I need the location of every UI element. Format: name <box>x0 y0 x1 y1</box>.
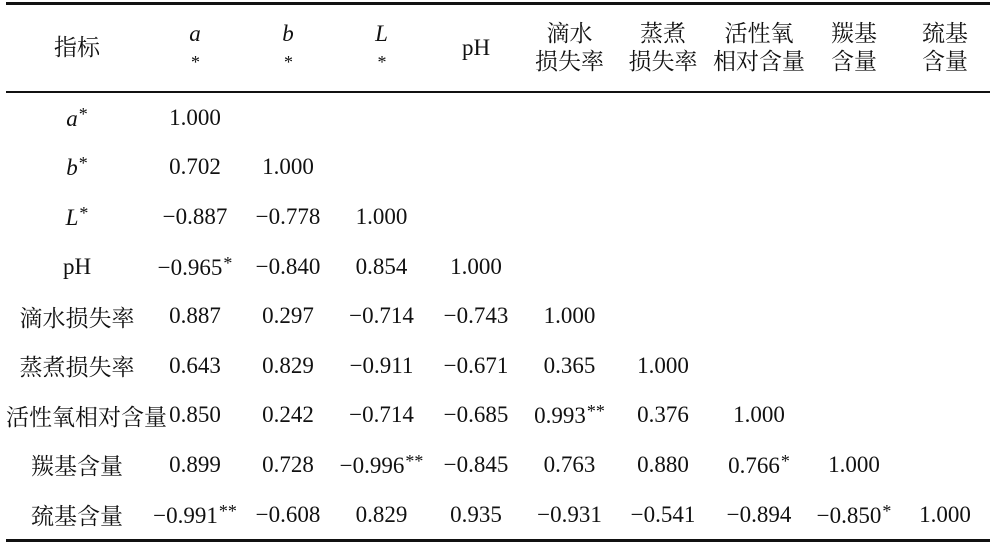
correlation-cell: −0.894 <box>726 501 792 527</box>
correlation-cell: 1.000 <box>919 501 971 527</box>
correlation-cell <box>710 192 808 242</box>
correlation-cell: −0.840 <box>255 253 321 279</box>
table-body <box>6 92 990 541</box>
correlation-cell <box>429 192 523 242</box>
correlation-cell <box>616 242 710 292</box>
correlation-cell <box>616 92 710 143</box>
row-label <box>6 192 148 242</box>
correlation-cell <box>808 391 900 441</box>
significance-marker: * <box>284 52 293 72</box>
correlation-cell: −0.685 <box>443 402 509 428</box>
correlation-cell: 1.000 <box>733 402 785 428</box>
cell-value-text: 0.766 <box>728 452 780 478</box>
correlation-cell <box>334 440 429 490</box>
correlation-cell: 0.887 <box>169 303 221 329</box>
column-header-line: 指标 <box>54 35 100 60</box>
correlation-cell: 1.000 <box>262 154 314 180</box>
table-row <box>6 92 990 143</box>
correlation-cell <box>148 490 242 541</box>
column-header <box>242 4 334 93</box>
correlation-cell <box>429 92 523 143</box>
correlation-cell <box>242 92 334 143</box>
column-header <box>334 4 429 93</box>
correlation-cell <box>900 291 990 341</box>
column-header <box>148 4 242 93</box>
correlation-cell <box>710 291 808 341</box>
table-row <box>6 143 990 193</box>
row-label: 蒸煮损失率 <box>19 355 135 381</box>
correlation-cell: 1.000 <box>637 352 689 378</box>
correlation-cell: −0.931 <box>537 501 602 527</box>
correlation-cell: 1.000 <box>828 451 880 477</box>
table-row <box>6 391 990 441</box>
significance-marker: * <box>79 202 89 223</box>
correlation-cell: −0.845 <box>443 451 509 477</box>
cell-value-text: −0.965 <box>157 254 223 280</box>
significance-marker: * <box>78 153 88 174</box>
correlation-cell: 0.728 <box>262 451 314 477</box>
correlation-cell: 0.850 <box>169 402 221 428</box>
row-label <box>6 143 148 193</box>
correlation-cell <box>808 341 900 391</box>
column-header-line: 相对含量 <box>713 49 805 74</box>
correlation-cell <box>808 242 900 292</box>
table-row <box>6 440 990 490</box>
significance-marker: * <box>882 500 892 521</box>
correlation-cell <box>334 92 429 143</box>
correlation-cell: 0.935 <box>450 501 502 527</box>
correlation-cell <box>710 242 808 292</box>
correlation-cell: 0.854 <box>355 253 408 279</box>
table-header <box>6 4 990 93</box>
correlation-cell <box>900 341 990 391</box>
correlation-cell: 0.829 <box>262 352 314 378</box>
correlation-cell <box>523 242 616 292</box>
column-header <box>616 4 710 93</box>
correlation-cell <box>523 92 616 143</box>
column-header-line: 活性氧 <box>724 21 794 46</box>
cell-value-text: a <box>66 105 78 131</box>
correlation-cell: 1.000 <box>169 104 221 130</box>
column-header-line: 蒸煮 <box>640 21 686 46</box>
correlation-cell <box>616 291 710 341</box>
significance-marker: * <box>223 252 233 273</box>
correlation-cell <box>808 291 900 341</box>
correlation-cell <box>523 391 616 441</box>
correlation-cell <box>616 192 710 242</box>
column-header-line: 损失率 <box>628 49 698 74</box>
column-header-line: 巯基 <box>922 21 968 46</box>
correlation-cell: −0.541 <box>630 501 696 527</box>
cell-value-text: −0.991 <box>153 502 218 528</box>
correlation-cell: 0.242 <box>262 402 314 428</box>
correlation-cell: 0.365 <box>543 352 596 378</box>
significance-marker: ** <box>405 450 424 471</box>
correlation-cell <box>808 143 900 193</box>
column-header-line <box>282 20 294 76</box>
cell-value-text: L <box>65 204 79 230</box>
header-indicator <box>6 4 148 93</box>
correlation-cell <box>710 440 808 490</box>
cell-value-text: −0.996 <box>339 452 405 478</box>
row-label: 巯基含量 <box>31 504 123 530</box>
column-header-line: pH <box>461 35 491 60</box>
column-header-line: 损失率 <box>535 49 604 74</box>
correlation-cell <box>808 92 900 143</box>
correlation-cell: −0.714 <box>349 303 414 329</box>
column-header-line: 羰基 <box>831 21 877 46</box>
table-row <box>6 242 990 292</box>
correlation-cell: 1.000 <box>450 253 502 279</box>
correlation-cell: −0.887 <box>162 203 228 229</box>
column-header <box>429 4 523 93</box>
correlation-cell: 1.000 <box>543 303 596 329</box>
correlation-cell: 0.763 <box>543 451 596 477</box>
correlation-cell <box>523 143 616 193</box>
row-label: 羰基含量 <box>31 454 123 480</box>
correlation-cell: 0.829 <box>355 501 408 527</box>
correlation-cell: 0.376 <box>637 402 689 428</box>
significance-marker: * <box>191 52 200 72</box>
correlation-cell: −0.608 <box>255 501 321 527</box>
column-header <box>523 4 616 93</box>
correlation-cell: 0.643 <box>169 352 221 378</box>
correlation-cell: 0.899 <box>169 451 221 477</box>
correlation-cell <box>710 143 808 193</box>
correlation-cell <box>900 391 990 441</box>
correlation-cell <box>900 242 990 292</box>
column-header <box>808 4 900 93</box>
significance-marker: ** <box>586 401 605 422</box>
correlation-cell <box>808 192 900 242</box>
correlation-cell: −0.743 <box>443 303 509 329</box>
row-label <box>6 92 148 143</box>
column-header <box>710 4 808 93</box>
cell-value-text: b <box>282 21 294 46</box>
table-row <box>6 291 990 341</box>
correlation-cell: 1.000 <box>355 203 408 229</box>
correlation-cell: −0.911 <box>349 352 414 378</box>
row-label: pH <box>62 253 92 279</box>
column-header-line <box>189 20 201 76</box>
table-row <box>6 490 990 541</box>
correlation-cell <box>429 143 523 193</box>
column-header-line: 滴水 <box>546 21 593 46</box>
correlation-cell <box>900 192 990 242</box>
correlation-cell <box>616 143 710 193</box>
column-header-line: 含量 <box>922 49 968 74</box>
table-row <box>6 192 990 242</box>
significance-marker: ** <box>218 500 237 521</box>
significance-marker: * <box>780 450 790 471</box>
correlation-table-container <box>6 2 990 542</box>
cell-value-text: 0.993 <box>534 403 586 429</box>
correlation-cell: 0.297 <box>262 303 314 329</box>
correlation-cell <box>900 143 990 193</box>
correlation-cell <box>523 192 616 242</box>
significance-marker: * <box>377 52 387 72</box>
correlation-cell <box>900 440 990 490</box>
column-header-line <box>375 20 388 76</box>
correlation-cell <box>710 92 808 143</box>
significance-marker: * <box>78 103 88 124</box>
cell-value-text: −0.850 <box>816 502 882 528</box>
correlation-cell <box>148 242 242 292</box>
correlation-cell <box>334 143 429 193</box>
correlation-cell: 0.880 <box>637 451 689 477</box>
correlation-table <box>6 2 990 542</box>
correlation-cell <box>900 92 990 143</box>
correlation-cell: −0.671 <box>443 352 509 378</box>
cell-value-text: b <box>66 155 78 181</box>
column-header-line: 含量 <box>831 49 877 74</box>
row-label: 滴水损失率 <box>19 305 135 331</box>
row-label: 活性氧相对含量 <box>6 404 167 430</box>
correlation-cell <box>808 490 900 541</box>
correlation-cell <box>710 341 808 391</box>
column-header <box>900 4 990 93</box>
header-row <box>6 4 990 93</box>
table-row <box>6 341 990 391</box>
correlation-cell: −0.778 <box>255 203 321 229</box>
correlation-cell: 0.702 <box>169 154 221 180</box>
cell-value-text: a <box>189 21 201 46</box>
cell-value-text: L <box>375 21 388 46</box>
correlation-cell: −0.714 <box>349 402 414 428</box>
